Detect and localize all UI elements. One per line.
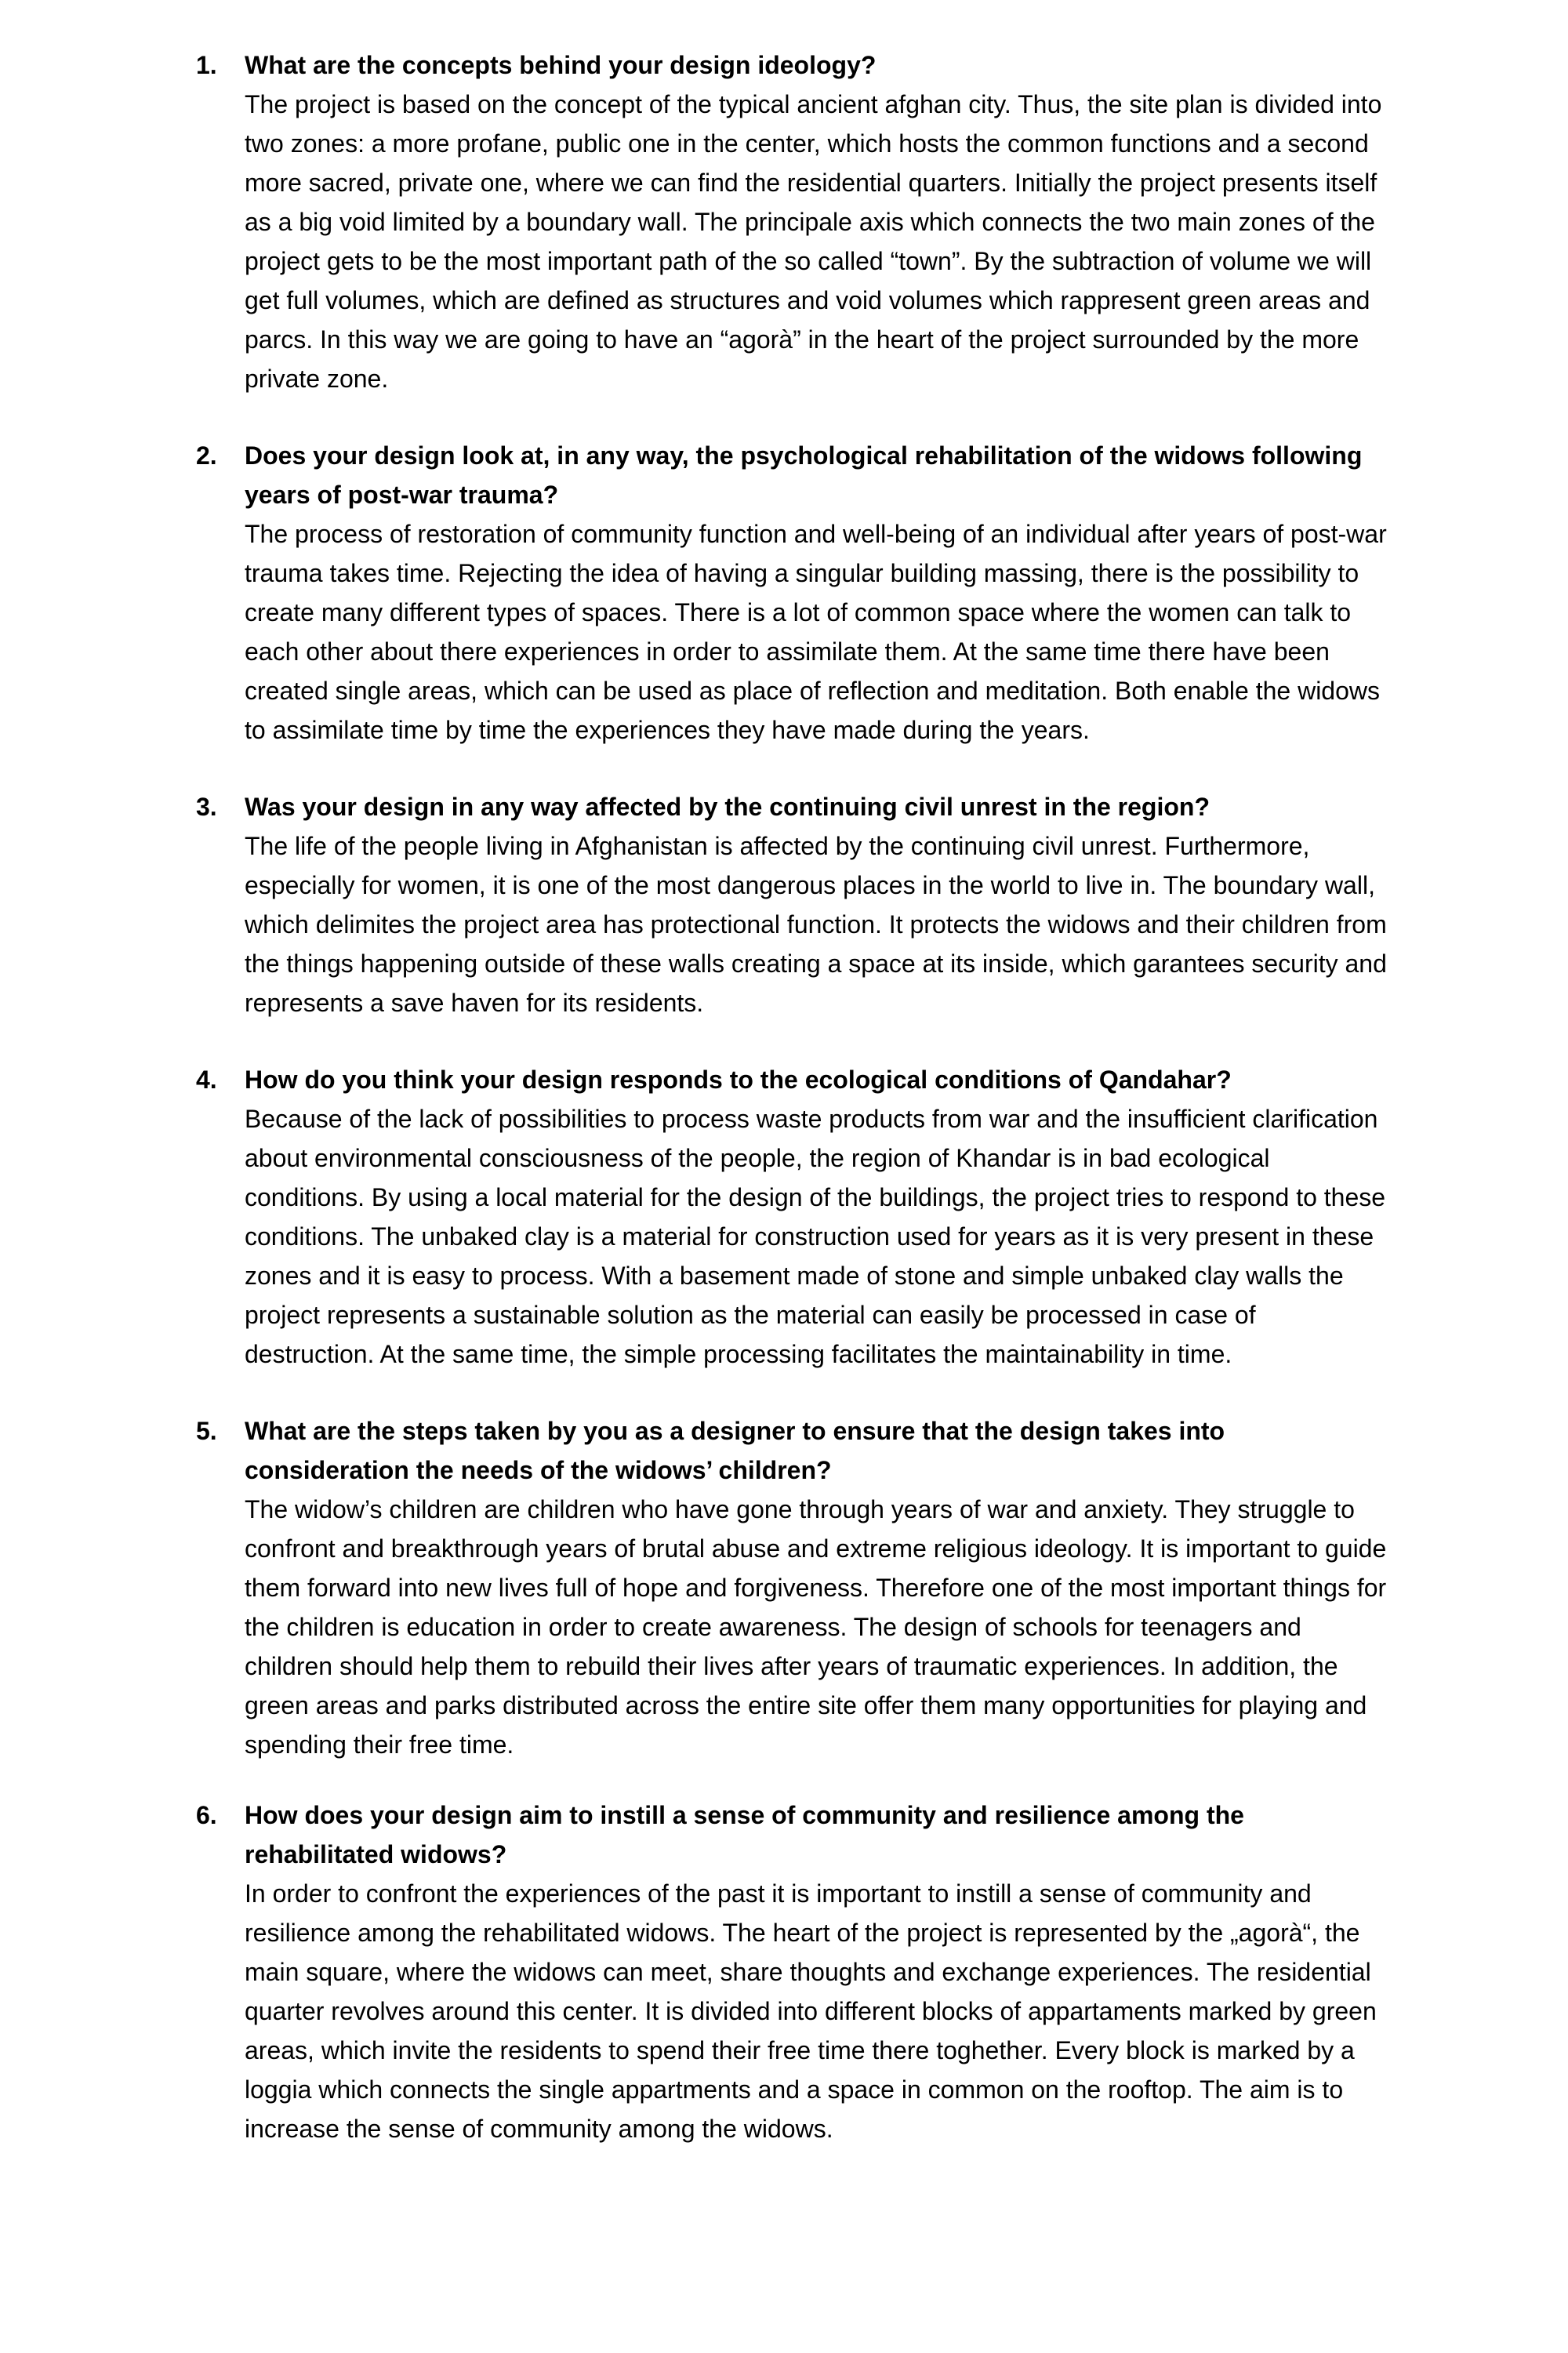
item-number: 4. bbox=[196, 1066, 217, 1094]
question-text: What are the concepts behind your design ideology? bbox=[245, 51, 877, 79]
qa-body bbox=[245, 1060, 1388, 1374]
qa-item-1 bbox=[196, 45, 1388, 398]
qa-item-2 bbox=[196, 436, 1388, 750]
item-number: 3. bbox=[196, 793, 217, 821]
question-text: Does your design look at, in any way, the psychological rehabilitation of the widows following years of post-war trauma? bbox=[245, 441, 1363, 509]
answer-text: The life of the people living in Afghanistan is affected by the continuing civil unrest. Furthermore, especially for women, it is one of the most dangerous places in the world to live in. The boundary wall, which delimites the project area has protectional function. It protects the widows and their children from the things happening outside of these walls creating a space at its inside, which garantees security and represents a save haven for its residents. bbox=[245, 832, 1387, 1017]
question-text: What are the steps taken by you as a designer to ensure that the design takes into consideration the needs of the widows’ children? bbox=[245, 1417, 1225, 1484]
qa-item-3 bbox=[196, 787, 1388, 1022]
answer-text: The process of restoration of community function and well-being of an individual after years of post-war trauma takes time. Rejecting the idea of having a singular building massing, there is the possibility to create many different types of spaces. There is a lot of common space where the women can talk to each other about there experiences in order to assimilate them. At the same time there have been created single areas, which can be used as place of reflection and meditation. Both enable the widows to assimilate time by time the experiences they have made during the years. bbox=[245, 520, 1387, 744]
item-number: 2. bbox=[196, 441, 217, 470]
item-number: 6. bbox=[196, 1801, 217, 1829]
qa-body bbox=[245, 1796, 1388, 2148]
qa-item-6 bbox=[196, 1796, 1388, 2148]
answer-text: The widow’s children are children who have gone through years of war and anxiety. They struggle to confront and breakthrough years of brutal abuse and extreme religious ideology. It is important to guide them forward into new lives full of hope and forgiveness. Therefore one of the most important things for the children is education in order to create awareness. The design of schools for teenagers and children should help them to rebuild their lives after years of traumatic experiences. In addition, the green areas and parks distributed across the entire site offer them many opportunities for playing and spending their free time. bbox=[245, 1495, 1387, 1759]
question-text: Was your design in any way affected by the continuing civil unrest in the region? bbox=[245, 793, 1210, 821]
answer-text: The project is based on the concept of the typical ancient afghan city. Thus, the site plan is divided into two zones: a more profane, public one in the center, which hosts the common functions and a second more sacred, private one, where we can find the residential quarters. Initially the project presents itself as a big void limited by a boundary wall. The principale axis which connects the two main zones of the project gets to be the most important path of the so called “town”. By the subtraction of volume we will get full volumes, which are defined as structures and void volumes which rappresent green areas and parcs. In this way we are going to have an “agorà” in the heart of the project surrounded by the more private zone. bbox=[245, 90, 1382, 393]
qa-item-5 bbox=[196, 1411, 1388, 1764]
qa-item-4 bbox=[196, 1060, 1388, 1374]
question-text: How does your design aim to instill a sense of community and resilience among the rehabilitated widows? bbox=[245, 1801, 1244, 1868]
question-text: How do you think your design responds to the ecological conditions of Qandahar? bbox=[245, 1066, 1232, 1094]
item-number: 1. bbox=[196, 51, 217, 79]
answer-text: Because of the lack of possibilities to process waste products from war and the insufficient clarification about environmental consciousness of the people, the region of Khandar is in bad ecological conditions. By using a local material for the design of the buildings, the project tries to respond to these conditions. The unbaked clay is a material for construction used for years as it is very present in these zones and it is easy to process. With a basement made of stone and simple unbaked clay walls the project represents a sustainable solution as the material can easily be processed in case of destruction. At the same time, the simple processing facilitates the maintainability in time. bbox=[245, 1105, 1386, 1368]
qa-body bbox=[245, 1411, 1388, 1764]
answer-text: In order to confront the experiences of the past it is important to instill a sense of community and resilience among the rehabilitated widows. The heart of the project is represented by the „agorà“, the main square, where the widows can meet, share thoughts and exchange experiences. The residential quarter revolves around this center. It is divided into different blocks of appartaments marked by green areas, which invite the residents to spend their free time there toghether. Every block is marked by a loggia which connects the single appartments and a space in common on the rooftop. The aim is to increase the sense of community among the widows. bbox=[245, 1879, 1377, 2143]
qa-body bbox=[245, 436, 1388, 750]
qa-body bbox=[245, 45, 1388, 398]
qa-body bbox=[245, 787, 1388, 1022]
item-number: 5. bbox=[196, 1417, 217, 1445]
